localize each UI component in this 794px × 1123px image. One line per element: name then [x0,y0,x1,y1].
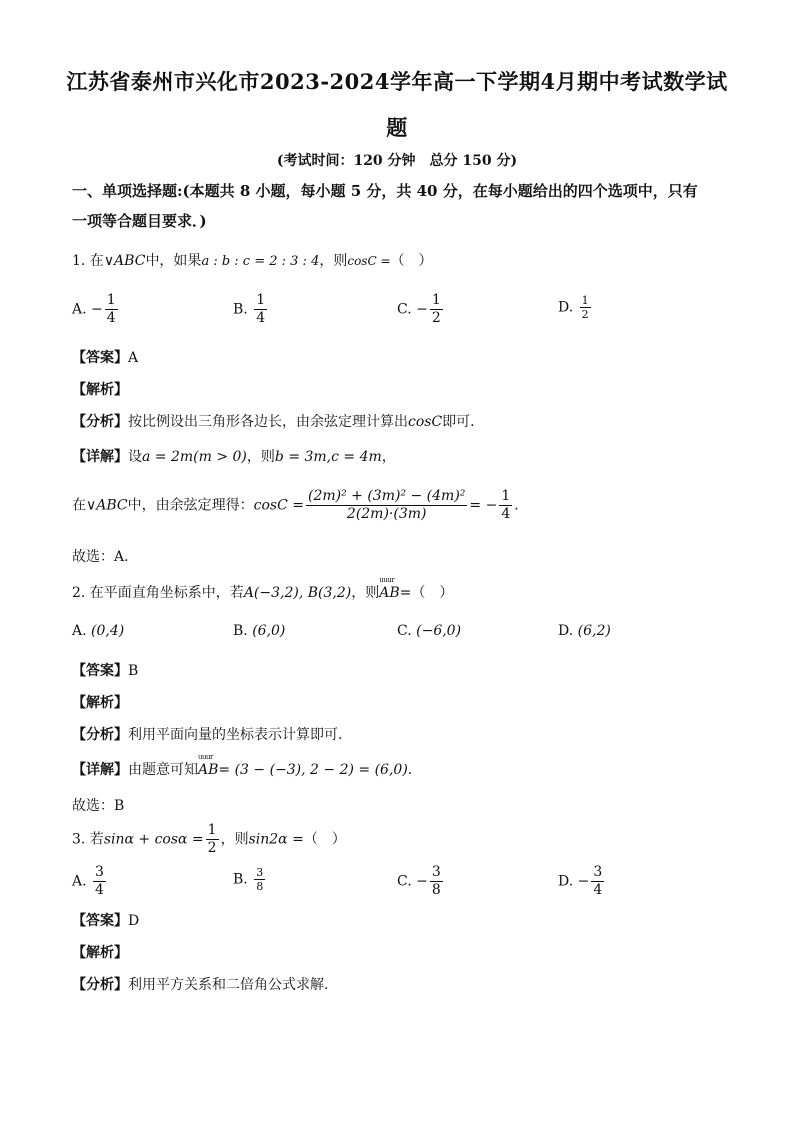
q2-fenxi-text: 利用平面向量的坐标表示计算即可. [128,727,343,743]
q2-option-a-value: (0,4) [91,623,125,639]
q1-stem [72,250,433,270]
q3-paren: （ ） [303,831,346,848]
q2-fenxi-tag: 【分析】 [72,727,128,743]
q1-derivation-mid: 中，由余弦定理得： [127,497,254,514]
q3-num: 1 [207,822,217,838]
q1-answer-tag: 【答案】 [72,350,128,366]
q1-option-a-num: 1 [106,292,116,308]
q2-option-c [397,623,461,639]
q1-option-a-den: 4 [106,310,116,326]
q1-stem-pre: 1. 在 [72,253,104,269]
q2-analysis-tag [72,692,128,712]
q3-answer-tag: 【答案】 [72,913,128,929]
q1-option-c-num: 1 [431,292,441,308]
q1-detail [72,446,396,466]
q3-option-a-num: 3 [95,864,104,880]
q3-option-b [233,866,267,893]
q1-detail-math2: b = 3m,c = 4m [274,449,382,465]
q2-option-c-label: C. [397,623,412,639]
q3-option-d-label: D. [558,873,574,890]
q2-option-b-label: B. [233,623,248,639]
q2-answer [72,660,138,680]
q1-option-d-den: 2 [581,308,589,321]
q3-answer-value: D [128,913,140,929]
q3-option-b-num: 3 [256,866,264,879]
q3-option-a-label: A. [72,873,87,890]
q1-detail-mid: ，则 [246,449,275,465]
q1-answer-value: A [128,350,139,366]
q1-answer [72,347,138,367]
q2-detail [72,759,412,779]
q2-option-c-value: (−6,0) [416,623,462,639]
q1-stem-post: ，则 [319,253,348,269]
section-heading-line2: 一项等合题目要求．) [72,212,207,230]
q3-option-d-sign: − [577,873,590,890]
q1-cos: cosC = [347,254,391,268]
q3-option-b-frac [254,866,265,893]
q3-option-d [558,864,606,899]
q1-fenxi-tag: 【分析】 [72,414,128,430]
q3-stem-pre: 3. 若 [72,831,104,848]
q1-derivation-num: (2m)² + (3m)² − (4m)² [307,488,466,504]
q1-derivation-triangle: ∨ABC [86,497,128,514]
q3-fenxi [72,974,328,994]
q3-option-b-den: 8 [256,880,264,893]
q3-stem-mid: ，则 [220,831,249,848]
q3-option-c-den: 8 [431,882,441,898]
q2-points: A(−3,2), B(3,2) [243,585,352,601]
q2-option-b [233,623,285,639]
q3-option-c-sign: − [416,873,428,890]
section-heading-line1: 一、单项选择题:(本题共 8 小题，每小题 5 分，共 40 分，在每小题给出的四个选项中，只有 [72,182,698,200]
q1-detail-math1: a = 2m(m > 0) [142,449,247,465]
q1-option-c-label: C. [397,301,412,318]
q2-stem [72,582,453,602]
q1-option-d [558,294,593,321]
q1-derivation-frac [306,488,467,523]
q1-derivation-eq: = − [469,497,498,514]
q1-ratio: a : b : c = 2 : 3 : 4 [201,254,320,269]
q2-analysis-label: 【解析】 [72,695,128,711]
q1-option-d-num: 1 [581,294,589,307]
q1-stem-mid: 中，如果 [145,253,202,269]
q1-derivation-pre: 在 [72,497,86,514]
q3-ask: sin2α = [248,831,304,848]
q1-option-b [233,292,269,327]
section-heading [72,176,732,236]
q3-fenxi-tag: 【分析】 [72,977,128,993]
q1-fenxi [72,411,475,431]
q3-lhs: sinα + cosα = [103,831,204,848]
q1-analysis-label: 【解析】 [72,382,128,398]
q2-option-d-value: (6,2) [577,623,611,639]
q1-option-c [397,292,445,327]
q3-answer [72,910,139,930]
q1-option-c-den: 2 [431,310,441,326]
q3-stem [72,822,346,857]
q2-option-a-label: A. [72,623,87,639]
q1-conclusion: 故选：A. [72,549,129,565]
q1-detail-end: ， [381,449,396,465]
q1-option-d-frac [580,294,591,321]
q1-fenxi-math: cosC [408,414,443,430]
q3-option-d-frac [591,864,604,899]
q1-paren: （ ） [390,253,433,269]
q3-option-a-frac [93,864,106,899]
q2-stem-mid: ，则 [351,585,380,601]
doc-subtitle: (考试时间：120 分钟 总分 150 分) [276,153,518,169]
q2-paren: （ ） [411,585,454,601]
q2-fenxi [72,724,342,744]
q1-triangle: ∨ABC [103,253,146,269]
q3-frac [206,822,219,857]
doc-title-line2: 题 [386,115,408,140]
q1-option-b-frac [254,292,267,327]
q3-analysis-tag [72,942,128,962]
q1-derivation-result-num: 1 [501,488,511,504]
q1-derivation-result-den: 4 [501,506,511,522]
q2-eq: = [399,585,412,601]
q1-detail-tag: 【详解】 [72,449,128,465]
q2-detail-tag: 【详解】 [72,762,128,778]
q1-option-a [72,292,120,327]
q3-option-b-label: B. [233,871,248,888]
q2-option-d [558,623,611,639]
doc-title-line1: 江苏省泰州市兴化市2023-2024学年高一下学期4月期中考试数学试 [66,69,728,94]
q1-option-b-den: 4 [256,310,266,326]
q3-option-d-num: 3 [593,864,603,880]
q3-option-a-den: 4 [95,882,104,898]
q1-option-a-frac [105,292,118,327]
q1-option-c-frac [430,292,443,327]
q1-derivation-result [499,488,512,523]
q3-option-c-label: C. [397,873,412,890]
q3-analysis-label: 【解析】 [72,945,128,961]
q3-option-c-num: 3 [431,864,441,880]
q1-option-b-num: 1 [256,292,266,308]
q2-conclusion: 故选：B [72,798,125,814]
q2-vector: uuur AB [379,585,399,601]
q3-option-c-frac [430,864,443,899]
q1-option-d-label: D. [558,299,574,316]
q2-detail-vector: uuur AB [198,762,218,778]
q1-option-b-label: B. [233,301,248,318]
q1-option-c-sign: − [416,301,428,318]
q1-detail-pre: 设 [128,449,142,465]
q2-option-d-label: D. [558,623,574,639]
q1-derivation-den: 2(2m)·(3m) [346,506,427,522]
q3-option-a [72,864,108,899]
q2-option-b-value: (6,0) [252,623,286,639]
q2-detail-pre: 由题意可知 [128,762,198,778]
q2-option-a [72,623,124,639]
q2-stem-pre: 2. 在平面直角坐标系中，若 [72,585,244,601]
q3-option-c [397,864,445,899]
q3-den: 2 [207,840,217,856]
q1-fenxi-end: 即可. [442,414,475,430]
q1-fenxi-text: 按比例设出三角形各边长，由余弦定理计算出 [128,414,408,430]
q2-answer-value: B [128,663,139,679]
q1-analysis-tag [72,379,128,399]
q2-detail-math: = (3 − (−3), 2 − 2) = (6,0). [218,762,413,778]
q2-answer-tag: 【答案】 [72,663,128,679]
q1-option-a-sign: − [91,301,103,318]
q1-cosine-derivation: 在∨ABC中，由余弦定理得：cosC = $\frac{\text{(2m)² + (3m)² − (4m)²}}{2(2m)\cdot(3m)}$ = − $\frac{1}{4}$ . [72,488,519,522]
q3-option-d-den: 4 [593,882,603,898]
q3-fenxi-text: 利用平方关系和二倍角公式求解. [128,977,329,993]
q1-option-a-label: A. [72,301,87,318]
q1-derivation-cos: cosC = [253,497,304,514]
